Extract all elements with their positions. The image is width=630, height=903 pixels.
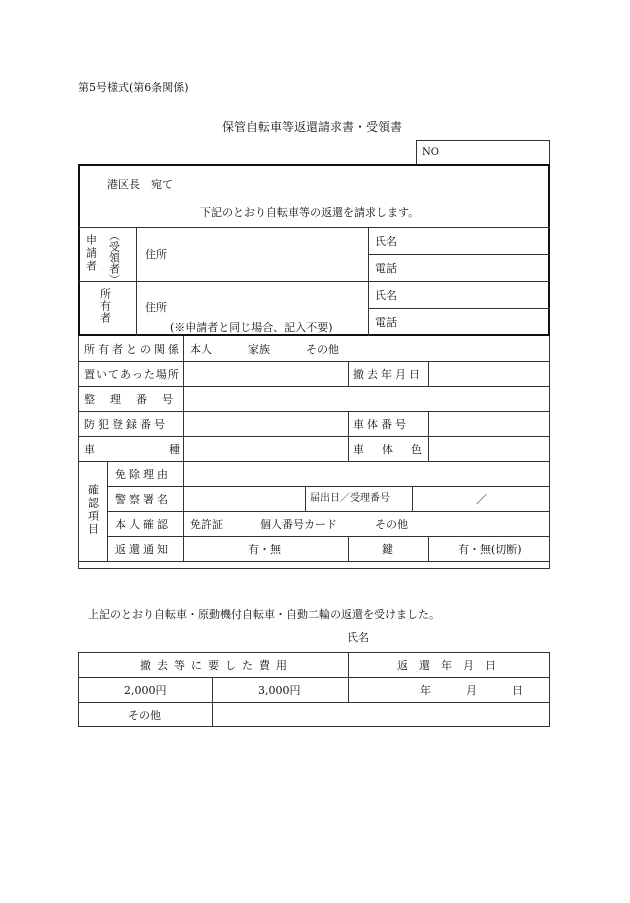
return-date-year: 年 (420, 684, 431, 697)
report-date-label: 届出日／受理番号 (310, 493, 390, 504)
frame-no-field[interactable] (431, 413, 548, 434)
notice-value[interactable]: 有・無 (248, 543, 281, 556)
exemption-field[interactable] (186, 463, 548, 484)
police-field[interactable] (186, 488, 303, 509)
owner-label: 所有者 (98, 288, 112, 324)
receipt-statement: 上記のとおり自転車・原動機付自転車・自動二輪の返還を受けました。 (88, 608, 440, 621)
removal-date-field[interactable] (431, 363, 548, 384)
owner-address-field[interactable] (180, 286, 364, 316)
form-number: 第5号様式(第6条関係) (78, 81, 189, 94)
owner-phone-field[interactable] (410, 310, 548, 334)
type-label: 車種 (84, 443, 254, 456)
form-title: 保管自転車等返還請求書・受領書 (222, 120, 403, 134)
applicant-sub-label: （受領者） (107, 230, 121, 285)
applicant-name-label: 氏名 (375, 235, 397, 248)
receipt-name-field[interactable] (372, 626, 548, 644)
exemption-label: 免除理由 (115, 468, 171, 481)
report-date-field[interactable] (415, 488, 548, 509)
fees-header-cost: 撤去等に要した費用 (140, 659, 293, 672)
place-field[interactable] (186, 363, 346, 384)
notice-label: 返還通知 (115, 543, 171, 556)
serial-label: 整理番号 (84, 393, 188, 406)
owner-note: (※申請者と同じ場合、記入不要) (170, 321, 333, 334)
serial-field[interactable] (186, 388, 548, 409)
color-label: 車体色 (353, 443, 440, 456)
identity-option-license[interactable]: 免許証 (190, 518, 223, 531)
owner-name-label: 氏名 (375, 289, 397, 302)
fees-header-return-date: 返還年月日 (397, 659, 507, 672)
applicant-label: 申請者 (84, 234, 98, 273)
receipt-name-label: 氏名 (347, 631, 369, 644)
report-date-separator: ／ (476, 493, 487, 506)
key-value[interactable]: 有・無(切断) (458, 543, 522, 556)
fee-2000[interactable]: 2,000円 (124, 684, 167, 697)
owner-phone-label: 電話 (375, 316, 397, 329)
relation-label: 所有者との関係 (84, 343, 182, 356)
security-reg-label: 防犯登録番号 (84, 418, 168, 431)
request-text: 下記のとおり自転車等の返還を請求します。 (200, 206, 420, 219)
return-date-day: 日 (512, 684, 523, 697)
owner-name-field[interactable] (410, 283, 548, 306)
applicant-phone-label: 電話 (375, 262, 397, 275)
applicant-address-label: 住所 (145, 248, 167, 261)
remarks-field[interactable] (80, 563, 548, 567)
identity-option-other[interactable]: その他 (375, 518, 408, 531)
color-field[interactable] (431, 438, 548, 459)
relation-option-family[interactable]: 家族 (248, 343, 270, 356)
fees-other-label: その他 (128, 709, 161, 722)
fee-3000[interactable]: 3,000円 (258, 684, 301, 697)
relation-option-self[interactable]: 本人 (190, 343, 212, 356)
owner-address-label: 住所 (145, 301, 167, 314)
confirm-section-label: 確認項目 (86, 484, 100, 536)
applicant-address-field[interactable] (180, 232, 364, 276)
police-label: 警察署名 (115, 493, 171, 506)
identity-label: 本人確認 (115, 518, 171, 531)
return-date-field[interactable] (351, 679, 548, 700)
applicant-phone-field[interactable] (410, 256, 548, 279)
place-label: 置いてあった場所 (84, 368, 180, 381)
applicant-name-field[interactable] (410, 229, 548, 252)
fees-other-field[interactable] (215, 704, 548, 725)
return-date-month: 月 (466, 684, 477, 697)
relation-option-other[interactable]: その他 (306, 343, 339, 356)
type-field[interactable] (186, 438, 346, 459)
addressee: 港区長 宛て (107, 178, 173, 191)
frame-no-label: 車体番号 (353, 418, 409, 431)
security-reg-field[interactable] (186, 413, 346, 434)
key-label: 鍵 (382, 543, 393, 556)
no-label: NO (422, 147, 439, 158)
removal-date-label: 撤去年月日 (353, 368, 423, 381)
identity-option-mynumber[interactable]: 個人番号カード (260, 518, 337, 531)
